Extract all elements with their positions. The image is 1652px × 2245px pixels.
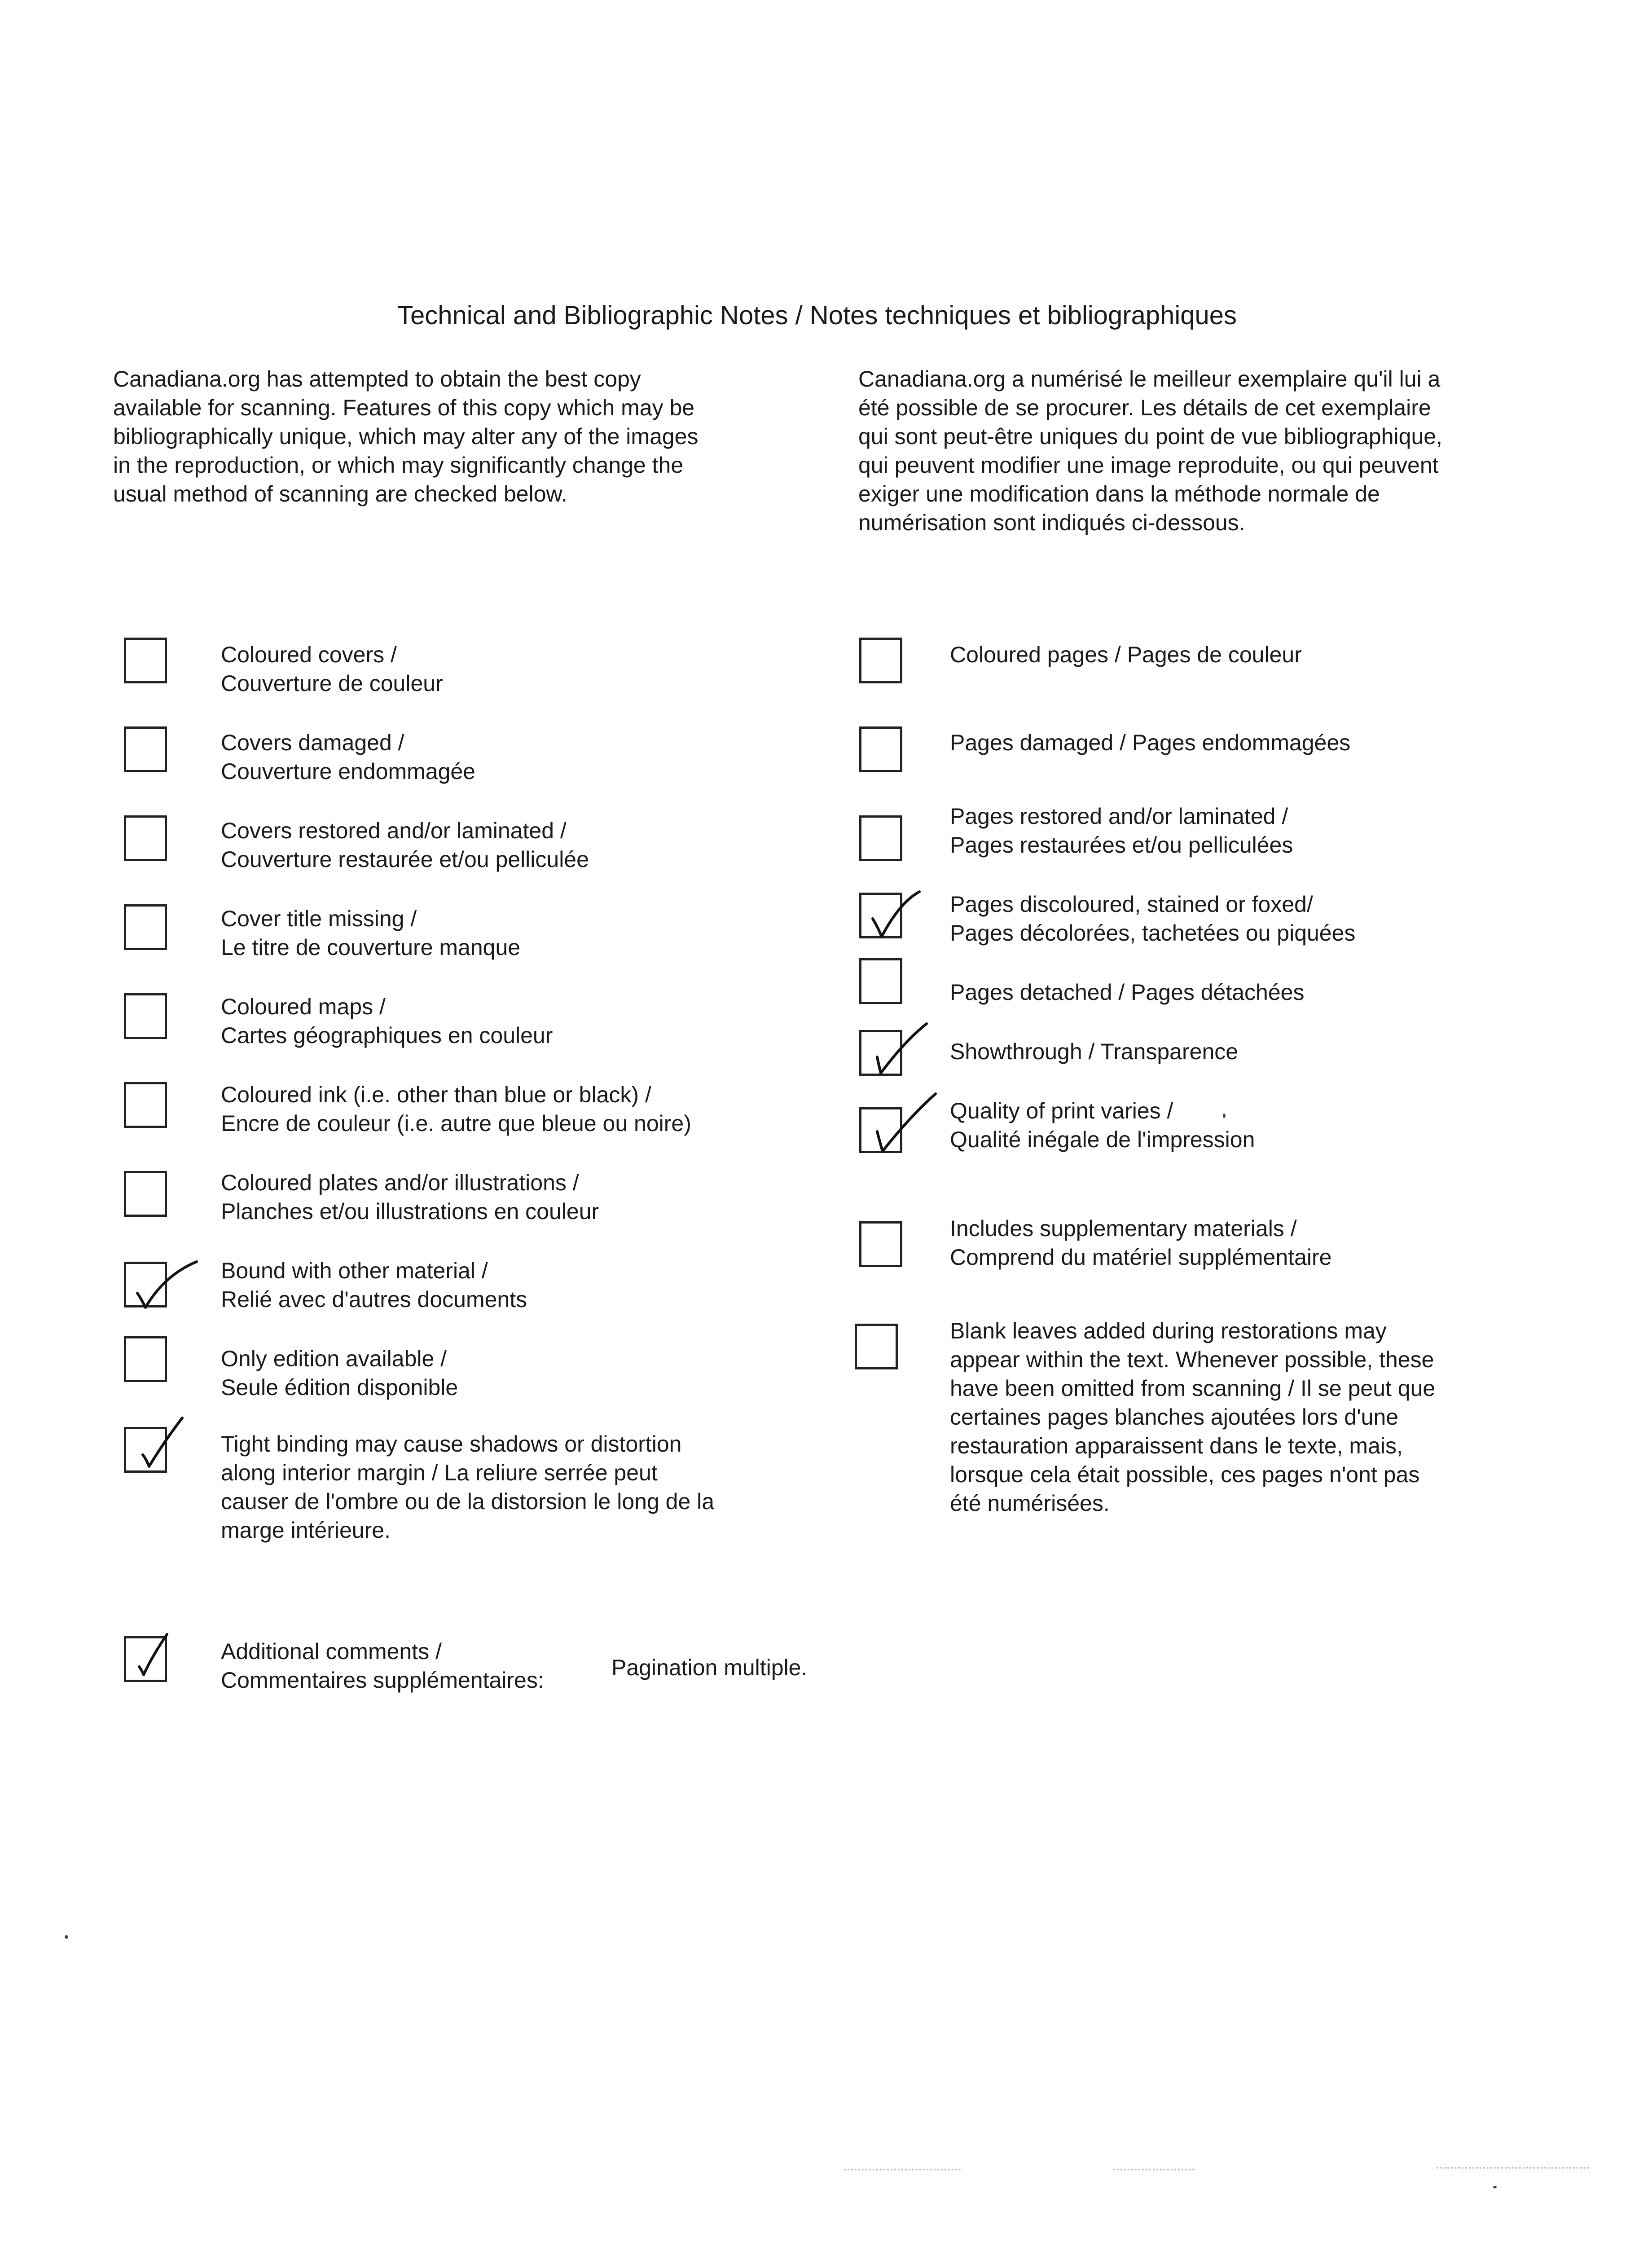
checkbox-coloured-plates[interactable] bbox=[124, 1171, 167, 1217]
additional-comments-value: Pagination multiple. bbox=[611, 1655, 808, 1680]
label-coloured-ink: Coloured ink (i.e. other than blue or black) / Encre de couleur (i.e. autre que bleue ou noire) bbox=[221, 1082, 691, 1136]
checkmark-icon bbox=[859, 885, 936, 943]
checkmark-icon bbox=[859, 1019, 936, 1078]
checkbox-pages-detached[interactable] bbox=[859, 958, 902, 1004]
checkbox-only-edition[interactable] bbox=[124, 1336, 167, 1382]
page-title: Technical and Bibliographic Notes / Notes techniques et bibliographiques bbox=[397, 301, 1237, 330]
label-tight-binding: Tight binding may cause shadows or distortion along interior margin / La reliure serrée peut causer de l'ombre ou de la distorsion le long de la marge intérieure. bbox=[221, 1431, 715, 1543]
checkbox-blank-leaves[interactable] bbox=[855, 1324, 898, 1369]
label-additional-comments: Additional comments / Commentaires supplémentaires: bbox=[221, 1639, 544, 1693]
checkbox-coloured-pages[interactable] bbox=[859, 638, 902, 683]
label-coloured-covers: Coloured covers / Couverture de couleur bbox=[221, 642, 443, 696]
label-covers-restored: Covers restored and/or laminated / Couverture restaurée et/ou pelliculée bbox=[221, 818, 589, 872]
label-quality-of-print: Quality of print varies / Qualité inégale de l'impression bbox=[950, 1098, 1255, 1152]
checkmark-icon bbox=[124, 1414, 200, 1473]
checkmark-icon bbox=[124, 1257, 200, 1311]
checkbox-covers-damaged[interactable] bbox=[124, 726, 167, 772]
scan-speck bbox=[1493, 2186, 1497, 2188]
label-bound-with-other: Bound with other material / Relié avec d'autres documents bbox=[221, 1258, 527, 1312]
checkbox-pages-restored[interactable] bbox=[859, 815, 902, 861]
scan-artifact-line bbox=[1437, 2167, 1589, 2169]
label-pages-damaged: Pages damaged / Pages endommagées bbox=[950, 730, 1351, 755]
label-pages-restored: Pages restored and/or laminated / Pages restaurées et/ou pelliculées bbox=[950, 804, 1293, 858]
checkmark-icon bbox=[859, 1091, 940, 1154]
checkbox-covers-restored[interactable] bbox=[124, 815, 167, 861]
label-pages-discoloured: Pages discoloured, stained or foxed/ Pages décolorées, tachetées ou piquées bbox=[950, 892, 1356, 946]
checkbox-coloured-covers[interactable] bbox=[124, 638, 167, 683]
scan-speck bbox=[1223, 1114, 1226, 1118]
intro-french: Canadiana.org a numérisé le meilleur exemplaire qu'il lui a été possible de se procurer. Les détails de cet exemplaire qui sont peut-être uniques du point de vue bibliographique, qui peuvent modifier une image reproduite, ou qui peuvent exiger une modification dans la méthode normale de numérisation sont indiqués ci-dessous. bbox=[858, 366, 1442, 535]
checkbox-coloured-ink[interactable] bbox=[124, 1082, 167, 1128]
label-blank-leaves: Blank leaves added during restorations may appear within the text. Whenever possible, these have been omitted from scanning / Il se peut que certaines pages blanches ajoutées lors d'une restauration apparaissent dans le texte, mais, lorsque cela était possible, ces pages n'ont pas été numérisées. bbox=[950, 1318, 1436, 1516]
scan-artifact-line bbox=[844, 2169, 961, 2170]
checkbox-cover-title-missing[interactable] bbox=[124, 904, 167, 950]
checkbox-coloured-maps[interactable] bbox=[124, 993, 167, 1039]
scan-speck bbox=[65, 1935, 68, 1939]
label-coloured-pages: Coloured pages / Pages de couleur bbox=[950, 642, 1302, 667]
scan-artifact-line bbox=[1113, 2169, 1194, 2170]
label-showthrough: Showthrough / Transparence bbox=[950, 1039, 1239, 1064]
label-cover-title-missing: Cover title missing / Le titre de couverture manque bbox=[221, 906, 521, 960]
label-only-edition: Only edition available / Seule édition disponible bbox=[221, 1346, 458, 1400]
label-coloured-maps: Coloured maps / Cartes géographiques en couleur bbox=[221, 994, 553, 1048]
checkmark-icon bbox=[124, 1625, 182, 1679]
label-pages-detached: Pages detached / Pages détachées bbox=[950, 980, 1305, 1005]
checkbox-supplementary-materials[interactable] bbox=[859, 1221, 902, 1267]
label-covers-damaged: Covers damaged / Couverture endommagée bbox=[221, 730, 475, 784]
label-coloured-plates: Coloured plates and/or illustrations / Planches et/ou illustrations en couleur bbox=[221, 1170, 599, 1224]
checkbox-pages-damaged[interactable] bbox=[859, 726, 902, 772]
label-supplementary-materials: Includes supplementary materials / Comprend du matériel supplémentaire bbox=[950, 1216, 1332, 1270]
intro-english: Canadiana.org has attempted to obtain the best copy available for scanning. Features of this copy which may be bibliographically unique, which may alter any of the images in the reproduction, or which may significantly change the usual method of scanning are checked below. bbox=[113, 366, 699, 506]
